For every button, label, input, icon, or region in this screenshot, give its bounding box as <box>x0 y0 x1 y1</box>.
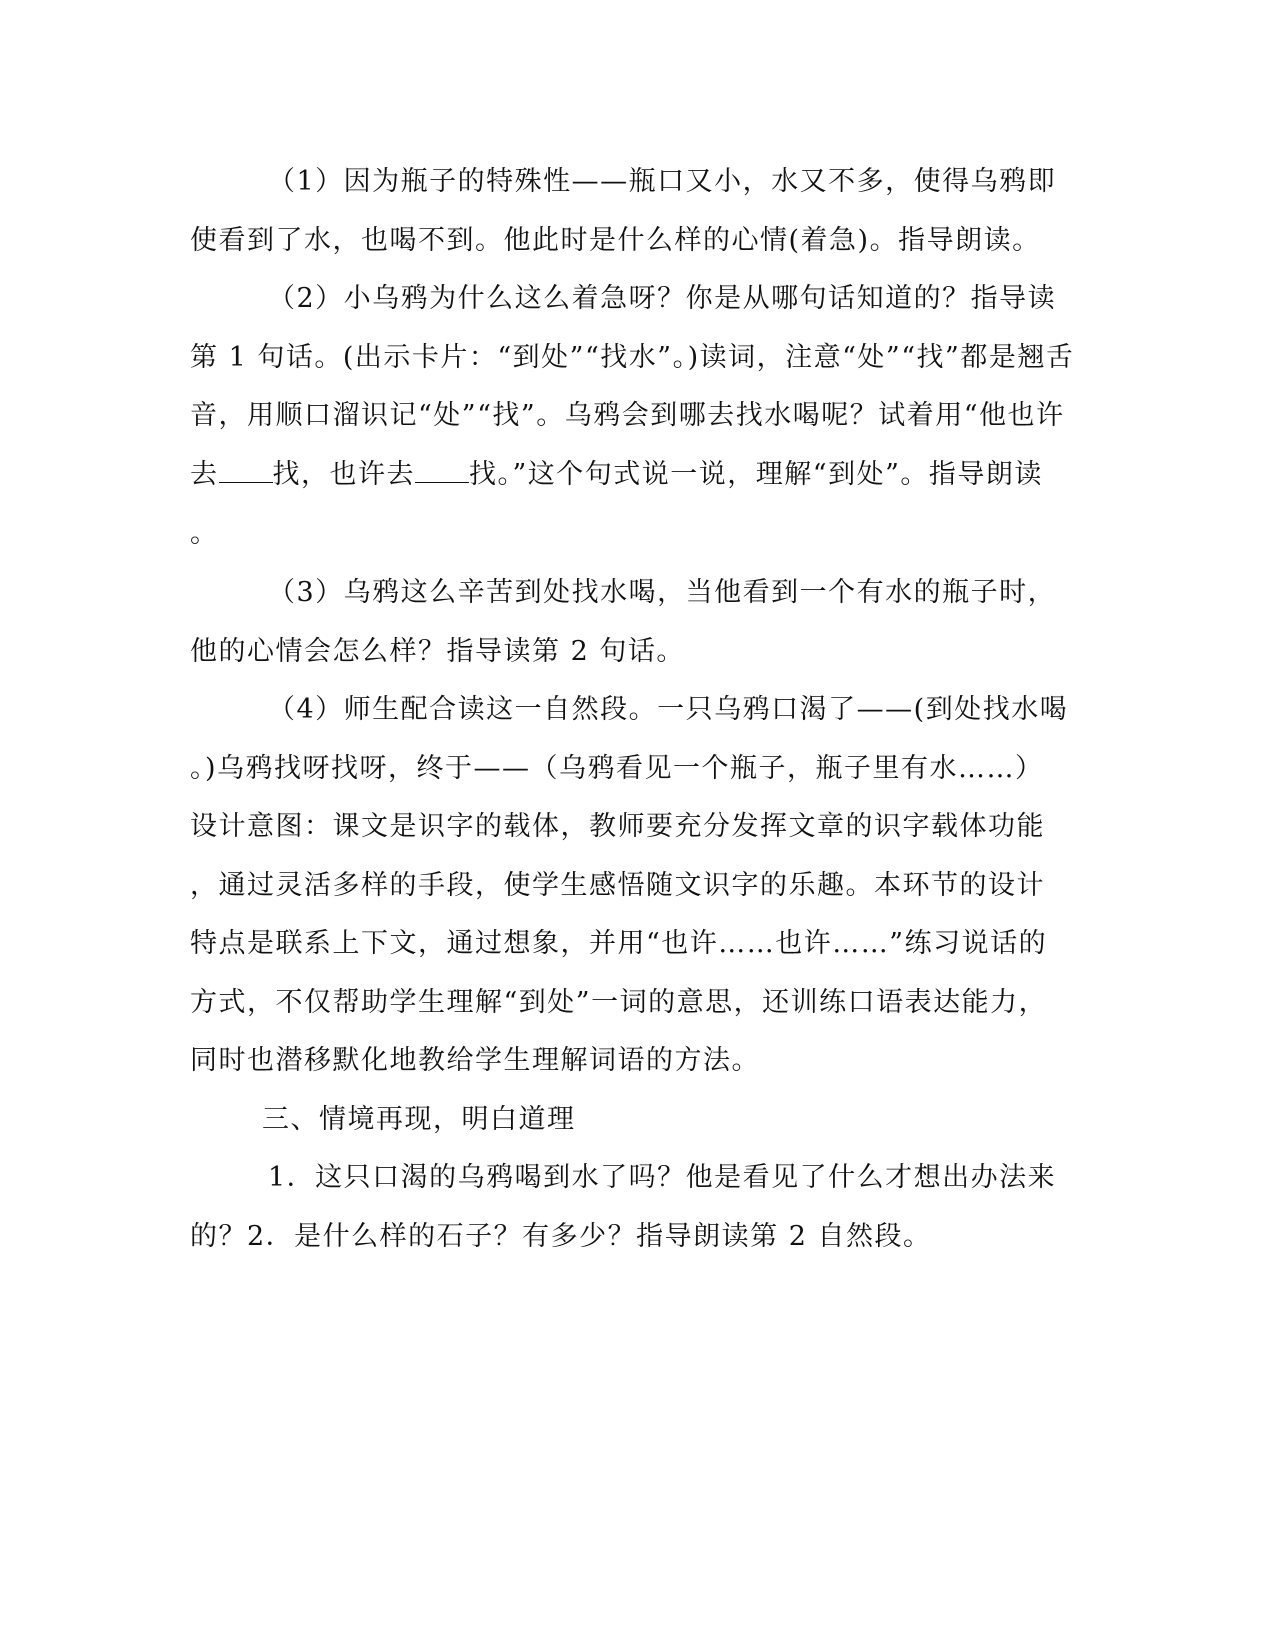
paragraph-1-line-1: （1）因为瓶子的特殊性——瓶口又小，水又不多，使得乌鸦即 <box>268 166 1057 197</box>
paragraph-3-line-2: 他的心情会怎么样？指导读第 2 句话。 <box>190 636 685 667</box>
paragraph-4-line-3: 设计意图：课文是识字的载体，教师要充分发挥文章的识字载体功能 <box>190 811 1045 842</box>
line-4-text-b: 找，也许去 <box>272 459 415 490</box>
section-heading: 三、情境再现，明白道理 <box>262 1104 576 1135</box>
paragraph-1-line-2: 使看到了水，也喝不到。他此时是什么样的心情(着急)。指导朗读。 <box>190 225 1041 256</box>
paragraph-2-line-5: 。 <box>190 518 219 549</box>
paragraph-2-line-4 <box>190 459 1080 493</box>
line-4-text-c: 找。”这个句式说一说，理解“到处”。指导朗读 <box>469 459 1043 490</box>
paragraph-2-line-1: （2）小乌鸦为什么这么着急呀？你是从哪句话知道的？指导读 <box>268 283 1057 314</box>
paragraph-4-line-1: （4）师生配合读这一自然段。一只乌鸦口渴了——(到处找水喝 <box>268 694 1069 725</box>
paragraph-2-line-2: 第 1 句话。(出示卡片：“到处”“找水”。)读词，注意“处”“找”都是翘舌 <box>190 342 1075 373</box>
paragraph-3-line-1: （3）乌鸦这么辛苦到处找水喝，当他看到一个有水的瓶子时， <box>268 577 1057 608</box>
line-4-text-a: 去 <box>190 459 219 490</box>
paragraph-4-line-5: 特点是联系上下文，通过想象，并用“也许……也许……”练习说话的 <box>190 928 1048 959</box>
fill-in-blank-2 <box>415 460 469 483</box>
paragraph-2-line-3: 音，用顺口溜识记“处”“找”。乌鸦会到哪去找水喝呢？试着用“他也许 <box>190 400 1065 431</box>
paragraph-5-line-2: 的？2．是什么样的石子？有多少？指导朗读第 2 自然段。 <box>190 1221 932 1252</box>
paragraph-4-line-4: ，通过灵活多样的手段，使学生感悟随文识字的乐趣。本环节的设计 <box>190 870 1045 901</box>
paragraph-4-line-2: 。)乌鸦找呀找呀，终于——（乌鸦看见一个瓶子，瓶子里有水……） <box>190 753 1044 784</box>
paragraph-4-line-7: 同时也潜移默化地教给学生理解词语的方法。 <box>190 1045 760 1076</box>
paragraph-4-line-6: 方式，不仅帮助学生理解“到处”一词的意思，还训练口语表达能力， <box>190 987 1048 1018</box>
paragraph-5-line-1: 1．这只口渴的乌鸦喝到水了吗？他是看见了什么才想出办法来 <box>268 1162 1057 1193</box>
fill-in-blank-1 <box>219 460 273 483</box>
